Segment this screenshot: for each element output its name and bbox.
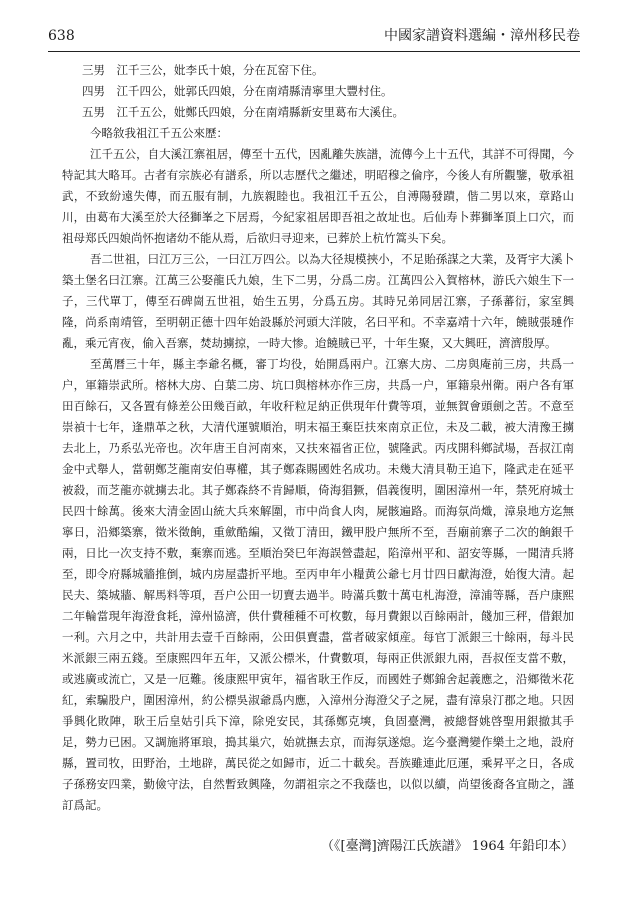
document-body — [62, 60, 574, 816]
body-paragraph: 江千五公，自大溪江寨祖居，傳至十五代，因亂離失族譜，流傳今上十五代，其詳不可得聞，今特記其大略耳。古者有宗族必有譜系，所以志歷代之繼述，明昭穆之倫序，今後人有所觀鑒，敬承祖武，不致紛遠失傳，而五服有制，九族親睦也。我祖江千五公，自溥陽發蹟，偕二男以來，章路山川，由葛布大溪至於大径獅峯之下居焉，今紀家祖居即吾祖之故址也。后仙寿卜葬獅峯頂上口穴，而祖母郑氏四娘尚怀抱诸幼不能从焉，后欲归寻迎来，已葬於上杭竹篙头下矣。 — [62, 147, 574, 245]
page-number: 638 — [48, 28, 75, 44]
page-header — [48, 26, 580, 48]
body-paragraph: 吾二世祖，曰江万三公，一曰江万四公。以為大径規模挾小，不足貽孫謀之大業，及胥宇大溪卜築土堡名曰江寨。江萬三公娶龍氏九娘，生下二男，分爲二房。江萬四公入賀榕林，游氏六娘生下一子，三代單丁，傳至石碑崗五世祖，始生五男，分爲五房。其時兄弟同居江寨，子孫蕃衍，家室興隆，尚系南靖管，至明朝正德十四年始設縣於河頭大洋陂，名曰平和。不幸嘉靖十六年，饒賊張璉作亂，乘元宵夜，偷入吾寨，焚劫擄掠，一時大惨。迨饒賊已平，十年生聚，又大興旺，濟濟殷厚。 — [62, 252, 574, 350]
son-entry: 四男 江千四公，妣郭氏四娘，分在南靖縣清寧里大豐村住。 — [82, 84, 393, 98]
source-citation: （《[臺灣]濟陽江氏族譜》 1964 年鉛印本） — [321, 839, 574, 854]
son-entry: 三男 江千三公，妣李氏十娘，分在瓦窑下住。 — [82, 63, 324, 77]
running-title: 中國家譜資料選編・漳州移民卷 — [384, 28, 580, 44]
son-entry: 五男 江千五公，妣鄭氏四娘，分在南靖縣新安里葛布大溪住。 — [82, 105, 404, 119]
body-paragraph: 至萬曆三十年，縣主李爺名概，審丁均役，始開爲兩户。江寨大房、二房與庵前三房，共爲一户，軍籍崇武所。榕林大房、白葉二房、坑口與榕林亦作三房，共爲一户，軍籍泉州衛。兩户各有軍田百餘石，又各置有條差公田幾百畝，年收秆粒足納正供現年什費等項，並無賀會頭劍之苦。不意至崇禎十七年，逢鼎革之秋，大清代運號順治，明末福王棄臣扶來南京正位，未及二載，被大清豫王擄去北上，乃系弘光帝也。次年唐王自河南來，又扶來福省正位，號隆武。丙戌開科鄉試場，吾叔江南金中式舉人，當朝鄭芝龍南安伯專權，其子鄭森賜國姓名成功。未幾大清貝勒王追下，隆武走在延平被殺，而芝龍亦就擄去北。其子鄭森終不肯歸順，倚海猖獗，倡義復明，圍困漳州一年，禁死府城士民四十餘萬。後來大清金固山統大兵來解圍，市中尚食人肉，屍骸遍路。而海氛尚熾，漳泉地方迄無寧日，沿鄉築寨，徵米徵餉，重歛酷編，又徵丁清田，鐵甲股户無所不至，吾廟前寨子二次的餉銀千兩，日比一次支持不敷，棄寨而逃。至順治癸巳年海誤營盡起，陷漳州平和、詔安等縣，一聞清兵將至，即令府縣城牆推倒，城内房屋盡折平地。至丙申年小糧黄公爺七月廿四日獻海澄，始復大清。起民夫、築城牆、解馬料等項，吾户公田一切賣去過半。時滿兵數十萬屯札海澄，漳浦等縣，吾户康熙二年輪當現年海澄食耗，漳州協濟，供什費種種不可枚數，每月費銀以百餘兩計，餞加三秤，借銀加一利。六月之中，共計用去壹千百餘兩，公田俱賣盡，當者破家傾産。每官丁派銀三十餘兩，每斗民米派銀三兩五錢。至康熙四年五年，又派公標米，什費數項，每兩正供派銀九兩，吾叔侄支當不敷，或逃廣或流亡，又是一厄難。後康熙甲寅年，福省耿王作反，而國姓子鄭錦舍起義應之，沿鄉徵米花紅，索騙股户，圍困漳州，約公標吳淑爺爲内應，入漳州分海澄父子之屍，盡有漳泉汀郡之地。只因爭興化敗陣，耿王后皇姑引兵下漳，除兇安民，其孫鄭克塽，負固臺灣，被總督姚啓聖用銀撤其手足，勢力已困。又調施將軍琅，搗其巢穴，始就撫去京，而海氛遂熄。迄今臺灣變作樂土之地，設府縣，置司牧，田野治，土地辟，萬民從之如歸市，近二十載矣。吾族雖連此厄運，乘昇平之日，各成子孫務安四業，勤儉守法，自然暫致興隆，勿謂祖宗之不我蔭也，以似以續，尚望後裔各宜勛之，謹訂爲記。 — [62, 357, 574, 812]
header-rule — [48, 51, 580, 52]
intro-line: 今略敘我祖江千五公來歷： — [90, 126, 228, 140]
